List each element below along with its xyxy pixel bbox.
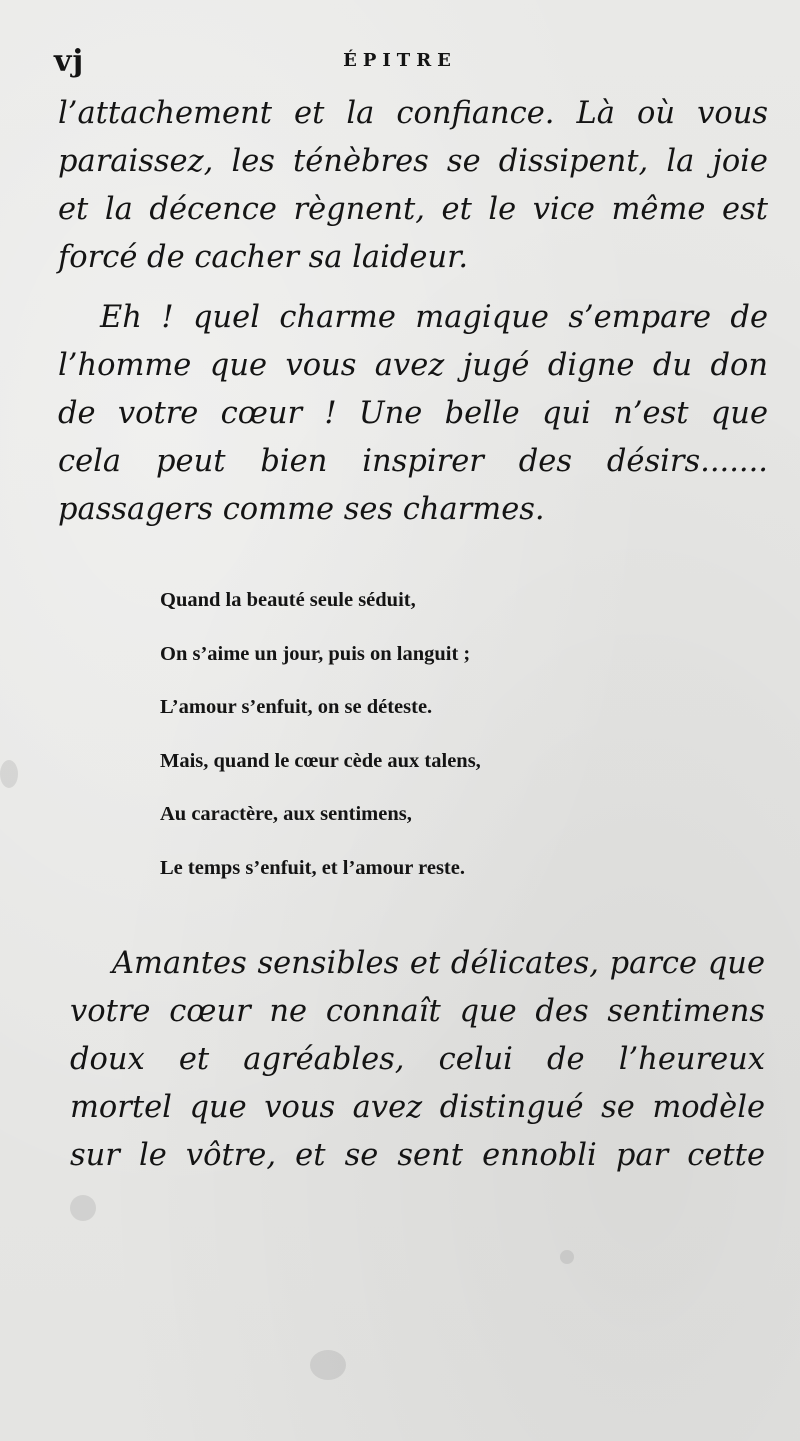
- paper-spot: [70, 1195, 96, 1221]
- text-line: et la décence règnent, et le vice même est: [58, 192, 768, 227]
- text-line: mortel que vous avez distingué se modèle: [70, 1090, 765, 1125]
- text-line: passagers comme ses charmes.: [58, 492, 545, 527]
- paper-spot: [0, 760, 18, 788]
- paper-spot: [310, 1350, 346, 1380]
- text-line: de votre cœur ! Une belle qui n’est que: [58, 396, 768, 431]
- text-line: cela peut bien inspirer des désirs.......: [58, 444, 768, 479]
- text-line: paraissez, les ténèbres se dissipent, la joie: [58, 144, 768, 179]
- text-line: sur le vôtre, et se sent ennobli par cette: [70, 1138, 765, 1173]
- verse-line: On s’aime un jour, puis on languit ;: [160, 642, 471, 665]
- page-number: vj: [54, 44, 85, 79]
- page-header: [54, 44, 746, 84]
- verse-line: Mais, quand le cœur cède aux talens,: [160, 749, 481, 772]
- running-head: ÉPITRE: [343, 50, 457, 71]
- paper-spot: [560, 1250, 574, 1264]
- text-line: forcé de cacher sa laideur.: [58, 240, 469, 275]
- verse-line: Au caractère, aux sentimens,: [160, 803, 412, 825]
- text-line: votre cœur ne connaît que des sentimens: [70, 994, 765, 1029]
- verse-line: Le temps s’enfuit, et l’amour reste.: [160, 856, 465, 879]
- text-line: l’attachement et la confiance. Là où vous: [58, 96, 768, 131]
- text-line: doux et agréables, celui de l’heureux: [70, 1042, 765, 1077]
- verse: [160, 574, 680, 895]
- verse-line: Quand la beauté seule séduit,: [160, 589, 416, 611]
- text-line: l’homme que vous avez jugé digne du don: [58, 348, 768, 383]
- paragraph-2: [58, 294, 768, 534]
- text-line: Amantes sensibles et délicates, parce que: [112, 946, 765, 981]
- verse-line: L’amour s’enfuit, on se déteste.: [160, 696, 433, 718]
- paragraph-3: [70, 940, 765, 1180]
- paragraph-1: [58, 90, 768, 282]
- text-line: Eh ! quel charme magique s’empare de: [100, 300, 768, 335]
